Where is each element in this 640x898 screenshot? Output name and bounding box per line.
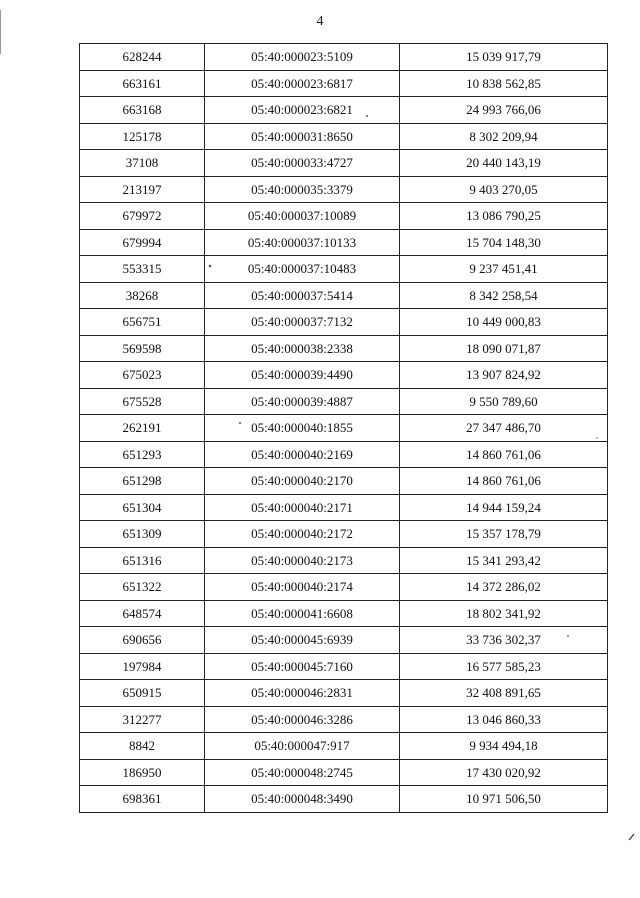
object-id-cell: 628244 [80,44,205,71]
cadastral-value-cell: 15 357 178,79 [399,521,607,548]
object-id-cell: 663168 [80,97,205,124]
cadastral-number-cell: 05:40:000040:2172 [205,521,400,548]
cadastral-value-cell: 10 449 000,83 [399,309,607,336]
object-id-cell: 262191 [80,415,205,442]
object-id-cell: 698361 [80,786,205,813]
object-id-cell: 197984 [80,653,205,680]
cadastral-number-cell: 05:40:000045:7160 [205,653,400,680]
cadastral-value-cell: 13 907 824,92 [399,362,607,389]
scan-speck [596,437,598,439]
cadastral-value-cell: 24 993 766,06 [399,97,607,124]
object-id-cell: 651298 [80,468,205,495]
cadastral-value-cell: 13 046 860,33 [399,706,607,733]
cadastral-number-cell: 05:40:000046:2831 [205,680,400,707]
object-id-cell: 650915 [80,680,205,707]
cadastral-value-cell: 13 086 790,25 [399,203,607,230]
cadastral-number-cell: 05:40:000037:10483 [205,256,400,283]
cadastral-value-cell: 15 039 917,79 [399,44,607,71]
object-id-cell: 651322 [80,574,205,601]
cadastral-value-cell: 9 237 451,41 [399,256,607,283]
cadastral-value-cell: 9 403 270,05 [399,176,607,203]
cadastral-value-cell: 8 302 209,94 [399,123,607,150]
cadastral-number-cell: 05:40:000033:4727 [205,150,400,177]
cadastral-value-cell: 15 704 148,30 [399,229,607,256]
cadastral-number-cell: 05:40:000037:10133 [205,229,400,256]
object-id-cell: 690656 [80,627,205,654]
cadastral-number-cell: 05:40:000040:2174 [205,574,400,601]
object-id-cell: 651304 [80,494,205,521]
object-id-cell: 553315 [80,256,205,283]
object-id-cell: 656751 [80,309,205,336]
cadastral-value-cell: 16 577 585,23 [399,653,607,680]
cadastral-value-cell: 27 347 486,70 [399,415,607,442]
object-id-cell: 675528 [80,388,205,415]
cadastral-number-cell: 05:40:000046:3286 [205,706,400,733]
cadastral-value-cell: 14 944 159,24 [399,494,607,521]
cadastral-number-cell: 05:40:000037:10089 [205,203,400,230]
cadastral-number-cell: 05:40:000037:5414 [205,282,400,309]
cadastral-number-cell: 05:40:000040:2171 [205,494,400,521]
cadastral-number-cell: 05:40:000045:6939 [205,627,400,654]
object-id-cell: 675023 [80,362,205,389]
object-id-cell: 569598 [80,335,205,362]
cadastral-value-cell: 32 408 891,65 [399,680,607,707]
cadastral-value-cell: 18 802 341,92 [399,600,607,627]
cadastral-number-cell: 05:40:000039:4490 [205,362,400,389]
scan-speck [209,265,212,268]
cadastral-value-cell: 20 440 143,19 [399,150,607,177]
object-id-cell: 312277 [80,706,205,733]
cadastral-number-cell: 05:40:000039:4887 [205,388,400,415]
cadastral-number-cell: 05:40:000048:2745 [205,759,400,786]
cadastral-number-cell: 05:40:000031:8650 [205,123,400,150]
scan-speck [629,834,634,840]
cadastral-number-cell: 05:40:000038:2338 [205,335,400,362]
object-id-cell: 37108 [80,150,205,177]
cadastral-number-cell: 05:40:000023:6821 [205,97,400,124]
cadastral-number-cell: 05:40:000048:3490 [205,786,400,813]
cadastral-number-cell: 05:40:000040:2170 [205,468,400,495]
object-id-cell: 125178 [80,123,205,150]
cadastral-value-cell: 9 550 789,60 [399,388,607,415]
object-id-cell: 651309 [80,521,205,548]
cadastral-number-cell: 05:40:000023:6817 [205,70,400,97]
cadastral-value-cell: 18 090 071,87 [399,335,607,362]
scan-speck [567,635,569,637]
cadastral-number-cell: 05:40:000047:917 [205,733,400,760]
object-id-cell: 186950 [80,759,205,786]
cadastral-number-cell: 05:40:000040:2169 [205,441,400,468]
cadastral-value-cell: 15 341 293,42 [399,547,607,574]
cadastral-value-cell: 17 430 020,92 [399,759,607,786]
cadastral-value-cell: 14 860 761,06 [399,441,607,468]
cadastral-number-cell: 05:40:000023:5109 [205,44,400,71]
object-id-cell: 679994 [80,229,205,256]
object-id-cell: 8842 [80,733,205,760]
cadastral-value-cell: 14 860 761,06 [399,468,607,495]
cadastral-number-cell: 05:40:000035:3379 [205,176,400,203]
cadastral-value-cell: 10 838 562,85 [399,70,607,97]
object-id-cell: 663161 [80,70,205,97]
object-id-cell: 651293 [80,441,205,468]
cadastral-value-cell: 9 934 494,18 [399,733,607,760]
object-id-cell: 679972 [80,203,205,230]
object-id-cell: 651316 [80,547,205,574]
cadastral-number-cell: 05:40:000041:6608 [205,600,400,627]
cadastral-number-cell: 05:40:000037:7132 [205,309,400,336]
object-id-cell: 213197 [80,176,205,203]
cadastral-value-cell: 33 736 302,37 [399,627,607,654]
scan-speck [366,115,368,117]
object-id-cell: 648574 [80,600,205,627]
scan-speck [239,422,241,424]
cadastral-value-cell: 14 372 286,02 [399,574,607,601]
cadastral-number-cell: 05:40:000040:2173 [205,547,400,574]
cadastral-value-cell: 10 971 506,50 [399,786,607,813]
object-id-cell: 38268 [80,282,205,309]
cadastral-number-cell: 05:40:000040:1855 [205,415,400,442]
cadastral-value-cell: 8 342 258,54 [399,282,607,309]
page-number: 4 [316,14,324,29]
